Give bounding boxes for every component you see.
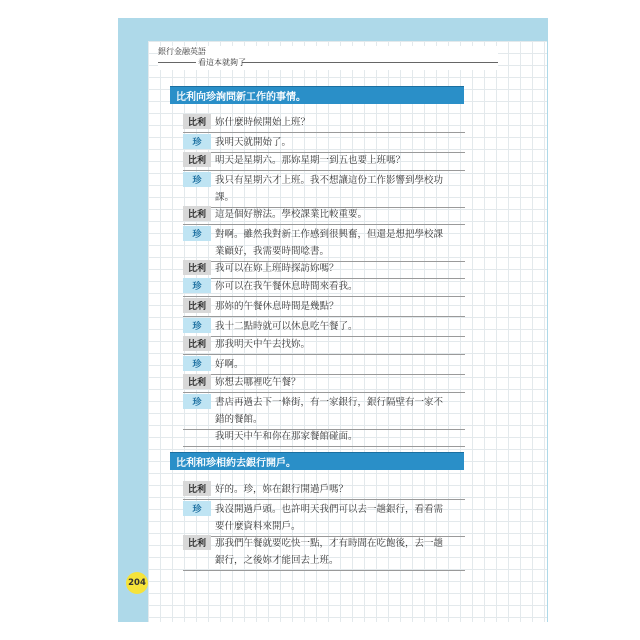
dialogue-text-line: 錯的餐館。 <box>215 414 263 425</box>
dialogue-text-line: 對啊。雖然我對新工作感到很興奮，但還是想把學校課 <box>215 229 444 240</box>
dialogue-line <box>183 394 465 430</box>
dialogue-line <box>183 428 465 447</box>
speaker-tag: 比利 <box>183 152 211 167</box>
dialogue-text-line: 妳想去哪裡吃午餐？ <box>215 377 301 388</box>
speaker-tag: 比利 <box>183 481 211 496</box>
dialogue-text-line: 這是個好辦法。學校課業比較重要。 <box>215 209 368 220</box>
running-head <box>158 46 498 70</box>
dialogue-text-line: 我明天就開始了。 <box>215 137 292 148</box>
dialogue-line <box>183 114 465 133</box>
dialogue-text-line: 課。 <box>215 192 235 203</box>
line-rule <box>183 446 465 447</box>
dialogue-text <box>215 481 348 498</box>
dialogue-line <box>183 172 465 208</box>
dialogue-line <box>183 336 465 355</box>
dialogue-text <box>215 374 301 391</box>
dialogue-line <box>183 278 465 297</box>
speaker-tag: 比利 <box>183 260 211 275</box>
dialogue-text-line: 我十二點時就可以休息吃午餐了。 <box>215 321 358 332</box>
dialogue-line <box>183 481 465 500</box>
dialogue-text-line: 那我們午餐就要吃快一點，才有時間在吃飽後，去一趟 <box>215 538 444 549</box>
dialogue-text-line: 那我明天中午去找妳。 <box>215 339 311 350</box>
page-number: 204 <box>126 572 148 594</box>
speaker-tag: 珍 <box>183 394 211 409</box>
dialogue-line <box>183 374 465 393</box>
dialogue-text <box>215 206 367 223</box>
dialogue-text <box>215 356 244 373</box>
dialogue-line <box>183 501 465 537</box>
line-rule <box>183 392 465 393</box>
dialogue-text-line: 書店再過去下一條街，有一家銀行，銀行隔壁有一家不 <box>215 397 444 408</box>
speaker-tag: 珍 <box>183 278 211 293</box>
speaker-tag: 珍 <box>183 134 211 149</box>
book-subtitle: 看這本就夠了 <box>198 58 246 67</box>
dialogue-text <box>215 134 291 151</box>
dialogue-text-line: 我可以在妳上班時探訪妳嗎？ <box>215 263 339 274</box>
speaker-tag: 珍 <box>183 356 211 371</box>
dialogue-line <box>183 535 465 571</box>
speaker-tag: 比利 <box>183 374 211 389</box>
dialogue-text-line: 我只有星期六才上班。我不想讓這份工作影響到學校功 <box>215 175 444 186</box>
book-title: 銀行金融英語 <box>158 47 206 56</box>
dialogue-text <box>215 226 443 260</box>
speaker-tag: 珍 <box>183 172 211 187</box>
speaker-tag: 比利 <box>183 114 211 129</box>
line-rule <box>183 499 465 500</box>
speaker-tag: 比利 <box>183 535 211 550</box>
dialogue-text <box>215 318 358 335</box>
dialogue-text <box>215 501 443 535</box>
dialogue-text <box>215 260 339 277</box>
speaker-tag <box>183 428 211 443</box>
dialogue-text-line: 你可以在我午餐休息時間來看我。 <box>215 281 358 292</box>
dialogue-text <box>215 336 310 353</box>
dialogue-text-line: 我明天中午和你在那家餐館碰面。 <box>215 431 358 442</box>
line-rule <box>183 132 465 133</box>
dialogue-line <box>183 260 465 279</box>
line-rule <box>183 570 465 571</box>
speaker-tag: 比利 <box>183 298 211 313</box>
dialogue-text-line: 我沒開過戶頭。也許明天我們可以去一趟銀行，看看需 <box>215 504 444 515</box>
section-header: 比利和珍相約去銀行開戶。 <box>170 452 464 470</box>
dialogue-line <box>183 318 465 337</box>
dialogue-text-line: 要什麼資料來開戶。 <box>215 521 301 532</box>
dialogue-text <box>215 298 339 315</box>
speaker-tag: 比利 <box>183 336 211 351</box>
line-rule <box>183 354 465 355</box>
dialogue-text-line: 好的。珍，妳在銀行開過戶嗎？ <box>215 484 349 495</box>
line-rule <box>183 170 465 171</box>
line-rule <box>183 224 465 225</box>
dialogue-text <box>215 172 443 206</box>
dialogue-line <box>183 134 465 153</box>
dialogue-line <box>183 152 465 171</box>
dialogue-text <box>215 152 405 169</box>
dialogue-line <box>183 356 465 375</box>
dialogue-line <box>183 206 465 225</box>
speaker-tag: 珍 <box>183 318 211 333</box>
dialogue-text-line: 妳什麼時候開始上班？ <box>215 117 311 128</box>
speaker-tag: 珍 <box>183 226 211 241</box>
dialogue-text-line: 業顧好，我需要時間唸書。 <box>215 246 330 257</box>
dialogue-text <box>215 114 310 131</box>
dialogue-line <box>183 298 465 317</box>
line-rule <box>183 316 465 317</box>
dialogue-text <box>215 428 358 445</box>
dialogue-text <box>215 278 358 295</box>
dialogue-text-line: 那妳的午餐休息時間是幾點？ <box>215 301 339 312</box>
dialogue-text-line: 明天是星期六。那妳星期一到五也要上班嗎？ <box>215 155 406 166</box>
dialogue-text-line: 銀行，之後妳才能回去上班。 <box>215 555 339 566</box>
section-header: 比利向珍詢問新工作的事情。 <box>170 86 464 104</box>
speaker-tag: 比利 <box>183 206 211 221</box>
dialogue-text-line: 好啊。 <box>215 359 244 370</box>
dialogue-text <box>215 394 443 428</box>
dialogue-text <box>215 535 443 569</box>
speaker-tag: 珍 <box>183 501 211 516</box>
dialogue-line <box>183 226 465 262</box>
line-rule <box>183 296 465 297</box>
